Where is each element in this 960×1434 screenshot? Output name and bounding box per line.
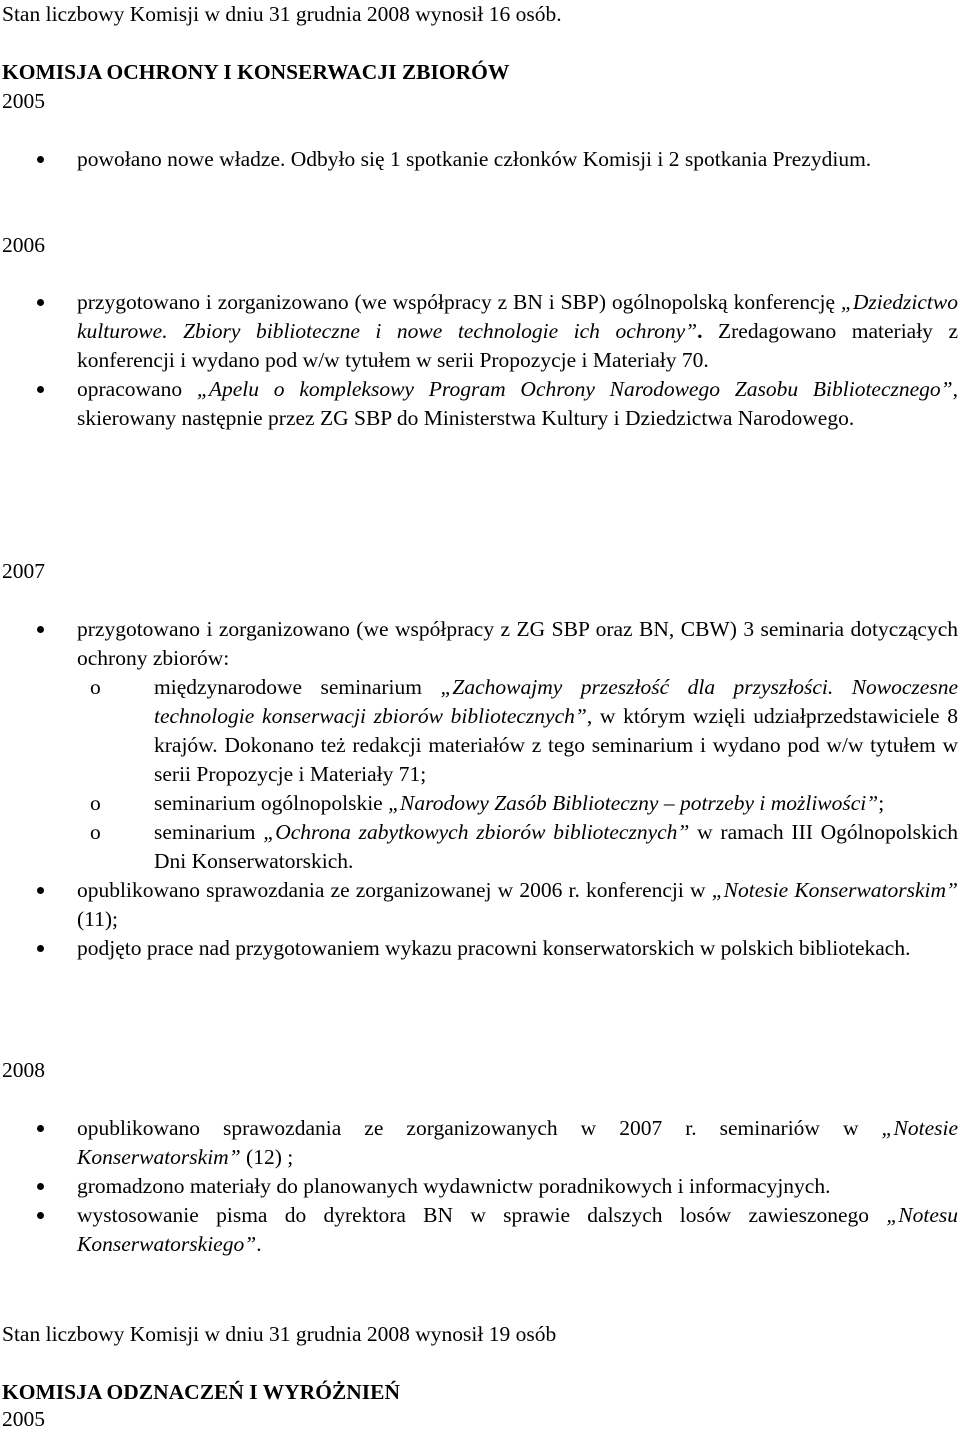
list-item: wystosowanie pisma do dyrektora BN w sprawie dalszych losów zawieszonego „Notesu Konserwatorskiego”. (0, 1201, 958, 1259)
list-item: przygotowano i zorganizowano (we współpracy z BN i SBP) ogólnopolską konferencję „Dziedzictwo kulturowe. Zbiory biblioteczne i nowe technologie ich ochrony”. Zredagowano materiały z konferencji i wydano pod w/w tytułem w serii Propozycje i Materiały 70. (0, 288, 958, 375)
member-count-19: Stan liczbowy Komisji w dniu 31 grudnia 2008 wynosił 19 osób (2, 1322, 557, 1346)
list-item: podjęto prace nad przygotowaniem wykazu pracowni konserwatorskich w polskich bibliotekach. (0, 934, 958, 963)
list-2008 (0, 1114, 958, 1259)
list-item: gromadzono materiały do planowanych wydawnictw poradnikowych i informacyjnych. (0, 1172, 958, 1201)
list-item: powołano nowe władze. Odbyło się 1 spotkanie członków Komisji i 2 spotkania Prezydium. (0, 145, 958, 174)
commission-title-conservation: KOMISJA OCHRONY I KONSERWACJI ZBIORÓW (2, 60, 510, 84)
year-2005-awards: 2005 (2, 1407, 45, 1431)
year-2006: 2006 (2, 233, 45, 257)
year-2005: 2005 (2, 89, 45, 113)
list-2007 (0, 615, 958, 963)
list-2005 (0, 145, 958, 174)
member-count-16: Stan liczbowy Komisji w dniu 31 grudnia 2008 wynosił 16 osób. (2, 2, 562, 26)
list-2006 (0, 288, 958, 433)
sublist-item: o międzynarodowe seminarium „Zachowajmy przeszłość dla przyszłości. Nowoczesne technologie konserwacji zbiorów bibliotecznych”, w którym wzięli udziałprzedstawiciele 8 krajów. Dokonano też redakcji materiałów z tego seminarium i wydano pod w/w tytułem w serii Propozycje i Materiały 71; (77, 673, 958, 789)
list-item: opublikowano sprawozdania ze zorganizowanych w 2007 r. seminariów w „Notesie Konserwatorskim” (12) ; (0, 1114, 958, 1172)
sublist-item: o seminarium ogólnopolskie „Narodowy Zasób Biblioteczny – potrzeby i możliwości”; (77, 789, 958, 818)
commission-title-awards: KOMISJA ODZNACZEŃ I WYRÓŻNIEŃ (2, 1380, 401, 1404)
year-2008: 2008 (2, 1058, 45, 1082)
list-item: przygotowano i zorganizowano (we współpracy z ZG SBP oraz BN, CBW) 3 seminaria dotyczących ochrony zbiorów: o międzynarodowe seminarium „Zachowajmy przeszłość dla przyszłości. Nowoczesne technologie konserwacji zbiorów bibliotecznych”, w którym wzięli udziałprzedstawiciele 8 krajów. Dokonano też redakcji materiałów z tego seminarium i wydano pod w/w tytułem w serii Propozycje i Materiały 71; o seminarium ogólnopolskie „Narodowy Zasób Biblioteczny – potrzeby i możliwości”; o seminarium „Ochrona zabytkowych zbiorów bibliotecznych” w ramach III Ogólnopolskich Dni Konserwatorskich. (0, 615, 958, 876)
seminar-sublist (77, 673, 958, 876)
sublist-item: o seminarium „Ochrona zabytkowych zbiorów bibliotecznych” w ramach III Ogólnopolskich Dni Konserwatorskich. (77, 818, 958, 876)
list-item: opracowano „Apelu o kompleksowy Program Ochrony Narodowego Zasobu Bibliotecznego”, skierowany następnie przez ZG SBP do Ministerstwa Kultury i Dziedzictwa Narodowego. (0, 375, 958, 433)
list-item: opublikowano sprawozdania ze zorganizowanej w 2006 r. konferencji w „Notesie Konserwatorskim” (11); (0, 876, 958, 934)
year-2007: 2007 (2, 559, 45, 583)
